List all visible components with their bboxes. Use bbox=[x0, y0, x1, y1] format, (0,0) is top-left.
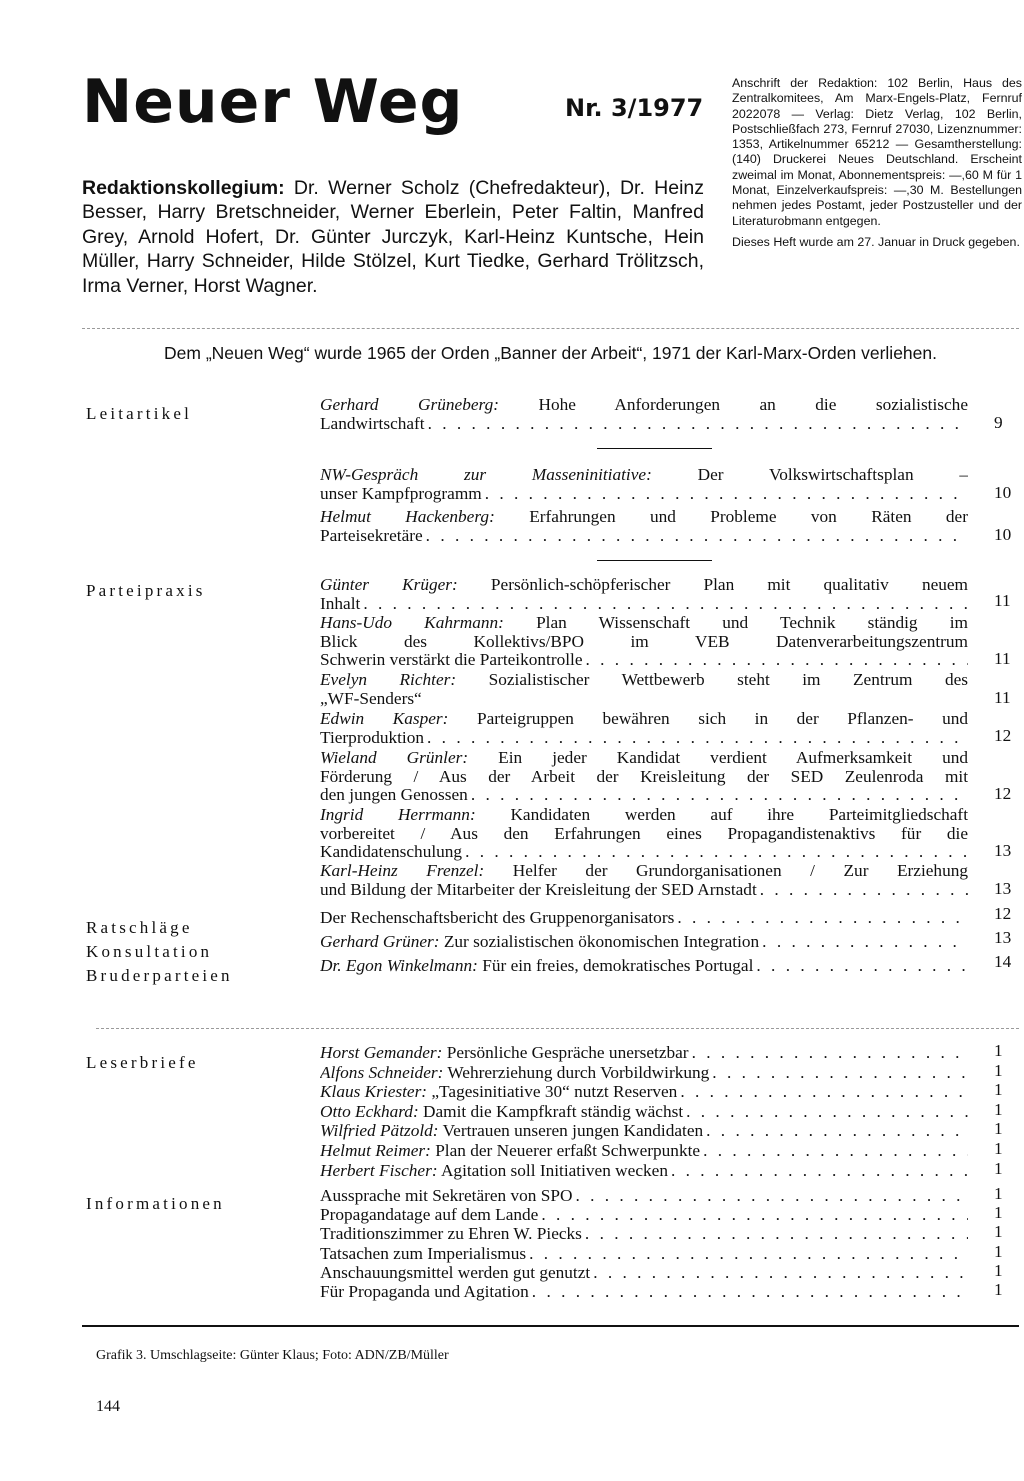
toc-author: Alfons Schneider: bbox=[320, 1063, 444, 1082]
toc-author: Hans-Udo Kahrmann: bbox=[320, 614, 504, 632]
toc-title: Persönlich-schöpferischer Plan mit qualitativ neuem bbox=[490, 576, 968, 594]
toc-title: Kandidaten werden auf ihre Parteimitgliedschaft bbox=[510, 806, 968, 824]
toc-page: 1 bbox=[994, 1260, 1003, 1280]
toc-title: Parteisekretäre bbox=[320, 526, 423, 545]
toc-entry bbox=[320, 909, 968, 928]
toc-title: Plan der Neuerer erfaßt Schwerpunkte bbox=[435, 1142, 701, 1160]
toc-title: Aussprache mit Sekretären von SPO bbox=[320, 1187, 573, 1205]
toc-page: 14 bbox=[994, 952, 1012, 971]
section-konsultation: Konsultation bbox=[86, 942, 213, 961]
toc-title: Helfer der Grundorganisationen / Zur Erziehung bbox=[512, 862, 968, 880]
section-ratschlaege: Ratschläge bbox=[86, 918, 193, 937]
toc-page: 13 bbox=[994, 879, 1012, 898]
list-item bbox=[320, 1122, 968, 1141]
toc-author: Helmut Hackenberg: bbox=[320, 508, 495, 526]
toc-title: Landwirtschaft bbox=[320, 414, 425, 433]
toc-title: Kandidatenschulung bbox=[320, 843, 463, 862]
toc-entry bbox=[320, 933, 968, 952]
board-label: Redaktionskollegium: bbox=[82, 177, 285, 199]
toc-page: 1 bbox=[994, 1241, 1003, 1261]
toc-title: Traditionszimmer zu Ehren W. Piecks bbox=[320, 1225, 582, 1244]
toc-title: und Bildung der Mitarbeiter der Kreisleitung der SED Arnstadt bbox=[320, 880, 757, 899]
photo-credit: Grafik 3. Umschlagseite: Günter Klaus; Foto: ADN/ZB/Müller bbox=[96, 1348, 449, 1363]
toc-title: Sozialistischer Wettbewerb steht im Zentrum des bbox=[488, 671, 968, 689]
list-item bbox=[320, 1162, 968, 1181]
list-item bbox=[320, 1225, 968, 1244]
toc-page: 12 bbox=[994, 784, 1012, 803]
toc-page: 11 bbox=[994, 591, 1011, 610]
toc-title: den jungen Genossen bbox=[320, 786, 468, 805]
toc-title: Plan Wissenschaft und Technik ständig im bbox=[536, 614, 968, 632]
list-item bbox=[320, 1083, 968, 1102]
toc-author: Gerhard Grüneberg: bbox=[320, 396, 499, 414]
list-item bbox=[320, 1206, 968, 1225]
toc-title: Der Volkswirtschaftsplan – bbox=[697, 466, 968, 484]
toc-entry bbox=[320, 710, 968, 747]
toc-page: 1 bbox=[994, 1060, 1003, 1080]
toc-page: 1 bbox=[994, 1041, 1003, 1060]
toc-title: Vertrauen unseren jungen Kandidaten bbox=[442, 1122, 704, 1141]
toc-title: Persönliche Gespräche unersetzbar bbox=[446, 1044, 689, 1062]
toc-author: Karl-Heinz Frenzel: bbox=[320, 862, 485, 880]
toc-page: 1 bbox=[994, 1222, 1003, 1242]
toc-title: Tierproduktion bbox=[320, 728, 425, 747]
toc-entry bbox=[320, 396, 968, 433]
toc-title: Zur sozialistischen ökonomischen Integration bbox=[443, 933, 760, 951]
toc-page: 1 bbox=[994, 1184, 1003, 1203]
magazine-title: Neuer Weg bbox=[82, 67, 464, 137]
toc-title: Blick des Kollektivs/BPO im VEB Datenverarbeitungszentrum bbox=[320, 632, 968, 651]
toc-author: Horst Gemander: bbox=[320, 1044, 443, 1062]
toc-title: „WF-Senders“ bbox=[320, 689, 422, 708]
list-item bbox=[320, 1044, 968, 1063]
toc-title: Inhalt bbox=[320, 594, 361, 613]
toc-title: Ein jeder Kandidat verdient Aufmerksamkeit und bbox=[498, 749, 968, 767]
divider bbox=[82, 328, 1019, 329]
toc-entry bbox=[320, 508, 968, 545]
toc-author: Günter Krüger: bbox=[320, 576, 458, 594]
list-item bbox=[320, 1103, 968, 1122]
board-members: Dr. Werner Scholz (Chefredakteur), Dr. Heinz Besser, Harry Bretschneider, Werner Eberlein, Peter Faltin, Manfred Grey, Arnold Hofert, Dr. Günter Jurczyk, Karl-Heinz Kuntsche, Hein Müller, Harry Schneider, Hilde Stölzel, Kurt Tiedke, Gerhard Trölitzsch, Irma Verner, Horst Wagner. bbox=[82, 177, 705, 297]
toc-author: Evelyn Richter: bbox=[320, 671, 457, 689]
page-number: 144 bbox=[96, 1398, 120, 1415]
toc-entry bbox=[320, 806, 968, 862]
toc-entry bbox=[320, 466, 968, 503]
toc-author: Klaus Kriester: bbox=[320, 1083, 428, 1102]
list-item bbox=[320, 1283, 968, 1302]
toc-page: 1 bbox=[994, 1080, 1003, 1100]
separator bbox=[597, 448, 712, 449]
toc-title: Der Rechenschaftsbericht des Gruppenorganisators bbox=[320, 909, 675, 927]
toc-page: 13 bbox=[994, 841, 1012, 860]
list-item bbox=[320, 1064, 968, 1083]
toc-title: Tatsachen zum Imperialismus bbox=[320, 1244, 527, 1263]
imprint-block bbox=[732, 76, 1022, 250]
toc-title: Parteigruppen bewähren sich in der Pflanzen- und bbox=[477, 710, 968, 728]
toc-title: Anschauungsmittel werden gut genutzt bbox=[320, 1263, 591, 1282]
toc-page: 1 bbox=[994, 1119, 1003, 1139]
section-parteipraxis: Parteipraxis bbox=[86, 581, 206, 600]
toc-title: unser Kampfprogramm bbox=[320, 484, 482, 503]
toc-author: Dr. Egon Winkelmann: bbox=[320, 957, 478, 975]
section-leitartikel: Leitartikel bbox=[86, 404, 192, 423]
toc-title: Schwerin verstärkt die Parteikontrolle bbox=[320, 651, 583, 670]
imprint-text: Anschrift der Redaktion: 102 Berlin, Haus des Zentralkomitees, Am Marx-Engels-Platz, Fernruf 2022078 — Verlag: Dietz Verlag, 102 Berlin, Postschließfach 273, Fernruf 27030, Lizenznummer: 1353, Artikelnummer 65212 — Gesamtherstellung: (140) Druckerei Neues Deutschland. Erscheint zweimal im Monat, Abonnementspreis: —,60 M für 1 Monat, Einzelverkaufspreis: —,30 M. Bestellungen nehmen jedes Postamt, jeder Postzusteller und der Literaturobmann entgegen. bbox=[732, 76, 1022, 228]
toc-author: Wieland Grünler: bbox=[320, 749, 469, 767]
toc-entry bbox=[320, 576, 968, 613]
toc-entry bbox=[320, 862, 968, 899]
section-leserbriefe: Leserbriefe bbox=[86, 1053, 199, 1072]
toc-title: Für Propaganda und Agitation bbox=[320, 1283, 529, 1301]
toc-title: vorbereitet / Aus den Erfahrungen eines Propagandistenaktivs für die bbox=[320, 824, 968, 843]
toc-page: 1 bbox=[994, 1203, 1003, 1223]
toc-page: 1 bbox=[994, 1280, 1003, 1299]
toc-author: NW-Gespräch zur Masseninitiative: bbox=[320, 466, 652, 484]
divider bbox=[82, 1325, 1019, 1327]
list-item bbox=[320, 1187, 968, 1206]
toc-author: Herbert Fischer: bbox=[320, 1161, 438, 1180]
toc-page: 9 bbox=[994, 413, 1003, 432]
toc-title: Förderung / Aus der Arbeit der Kreisleitung der SED Zeulenroda mit bbox=[320, 767, 968, 786]
toc-title: Agitation soll Initiativen wecken bbox=[440, 1161, 668, 1180]
issue-number: Nr. 3/1977 bbox=[565, 94, 704, 122]
toc-page: 12 bbox=[994, 726, 1012, 745]
toc-page: 10 bbox=[994, 525, 1012, 544]
toc-page: 13 bbox=[994, 928, 1012, 947]
toc-author: Ingrid Herrmann: bbox=[320, 806, 476, 824]
editorial-board bbox=[82, 176, 704, 298]
toc-author: Edwin Kasper: bbox=[320, 710, 449, 728]
toc-page: 10 bbox=[994, 483, 1012, 502]
toc-title: Erfahrungen und Probleme von Räten der bbox=[529, 508, 968, 526]
toc-page: 11 bbox=[994, 688, 1011, 707]
divider bbox=[96, 1028, 1019, 1029]
toc-page: 1 bbox=[994, 1158, 1003, 1178]
award-statement: Dem „Neuen Weg“ wurde 1965 der Orden „Banner der Arbeit“, 1971 der Karl-Marx-Orden verliehen. bbox=[164, 343, 937, 363]
list-item bbox=[320, 1264, 968, 1283]
toc-entry bbox=[320, 957, 968, 976]
toc-page: 1 bbox=[994, 1099, 1003, 1119]
toc-title: Damit die Kampfkraft ständig wächst bbox=[423, 1102, 684, 1121]
print-note: Dieses Heft wurde am 27. Januar in Druck gegeben. bbox=[732, 234, 1020, 249]
toc-title: Für ein freies, demokratisches Portugal bbox=[482, 957, 754, 975]
toc-author: Helmut Reimer: bbox=[320, 1142, 431, 1160]
section-bruderparteien: Bruderparteien bbox=[86, 966, 233, 985]
toc-page: 1 bbox=[994, 1139, 1003, 1158]
toc-author: Otto Eckhard: bbox=[320, 1102, 419, 1121]
toc-entry bbox=[320, 614, 968, 670]
toc-author: Wilfried Pätzold: bbox=[320, 1122, 439, 1141]
toc-title: Propagandatage auf dem Lande bbox=[320, 1206, 539, 1225]
toc-page: 12 bbox=[994, 904, 1012, 923]
list-item bbox=[320, 1245, 968, 1264]
toc-page: 11 bbox=[994, 649, 1011, 668]
separator bbox=[597, 560, 712, 561]
list-item bbox=[320, 1142, 968, 1161]
toc-author: Gerhard Grüner: bbox=[320, 933, 440, 951]
toc-entry bbox=[320, 749, 968, 805]
toc-title: „Tagesinitiative 30“ nutzt Reserven bbox=[431, 1083, 678, 1102]
toc-entry bbox=[320, 671, 968, 708]
toc-title: Wehrerziehung durch Vorbildwirkung bbox=[447, 1063, 710, 1082]
toc-title: Hohe Anforderungen an die sozialistische bbox=[538, 396, 968, 414]
section-informationen: Informationen bbox=[86, 1194, 225, 1213]
